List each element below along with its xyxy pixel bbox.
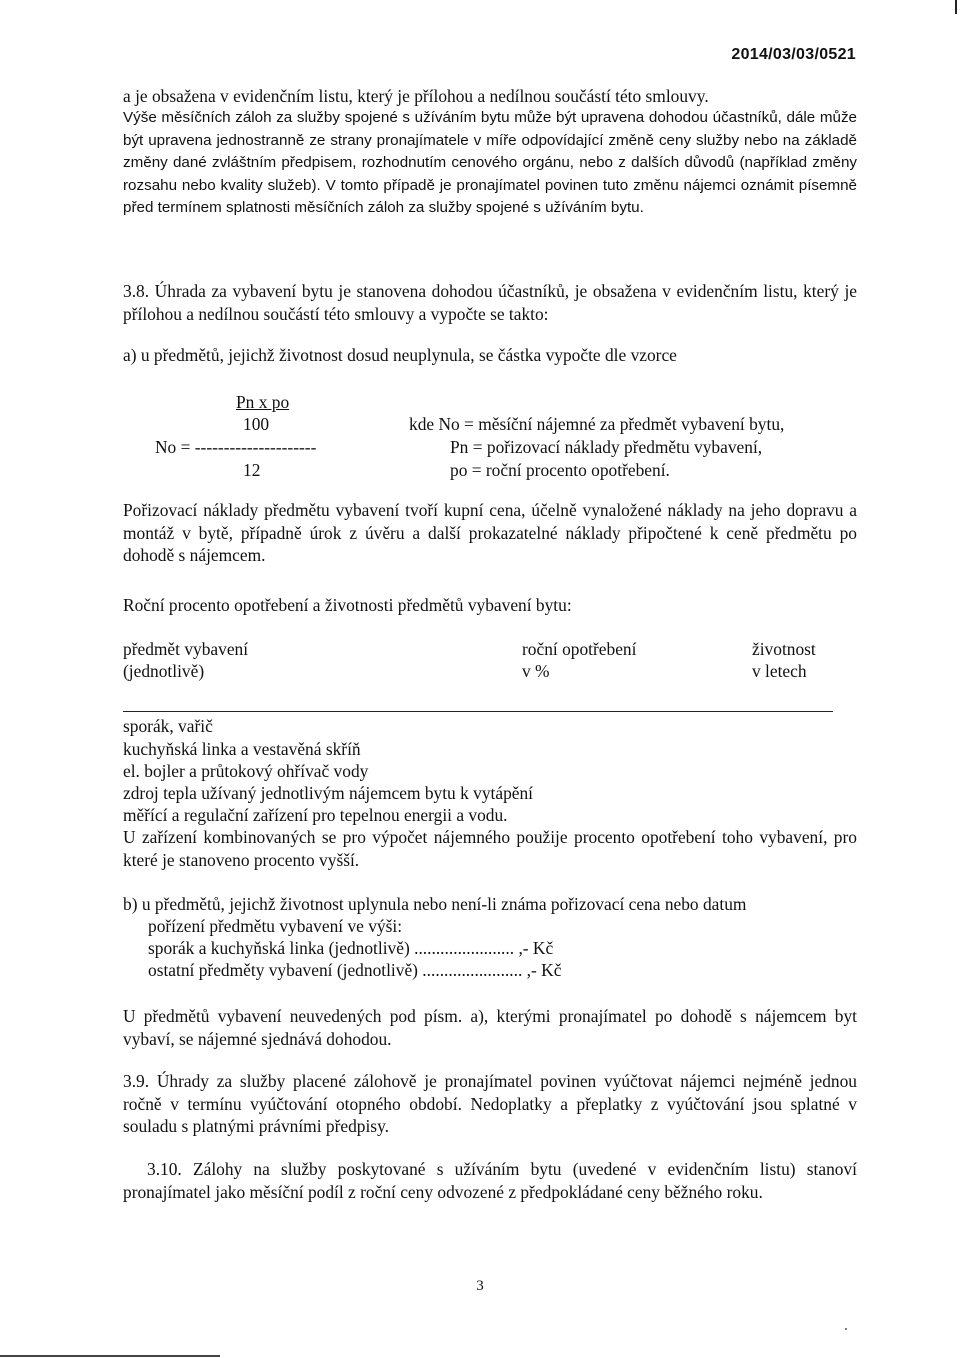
header-depreciation-unit: v %	[522, 661, 550, 681]
header-lifetime-unit: v letech	[752, 661, 807, 681]
item-b-continued: pořízení předmětu vybavení ve výši:	[148, 916, 403, 936]
scan-speck	[845, 1328, 847, 1330]
paragraph-acquisition-cost: Pořizovací náklady předmětu vybavení tvoří kupní cena, účelně vynaložené náklady na jeho dopravu a montáž v bytě, případně úrok z úvěru a další prokazatelné náklady připočtené k ceně předmětu po dohodě s nájemcem.	[123, 500, 857, 566]
page-number: 3	[476, 1278, 484, 1294]
scan-bottom-edge	[0, 1355, 220, 1357]
list-item: kuchyňská linka a vestavěná skříň	[123, 739, 361, 759]
list-item: el. bojler a průtokový ohřívač vody	[123, 761, 369, 781]
paragraph-advances: Výše měsíčních záloh za služby spojené s užíváním bytu může být upravena dohodou účastníků, dále může být upravena jednostranně ze strany pronajímatele v míře odpovídající změně ceny služby nebo na základě změny dané zvláštním předpisem, rozhodnutím cenového orgánu, nebo z dalších důvodů (například změny rozsahu nebo kvality služeb). V tomto případě je pronajímatel povinen tuto změnu nájemci oznámit písemně před termínem splatnosti měsíčních záloh za služby spojené s užíváním bytu.	[123, 109, 857, 217]
formula-hundred: 100	[243, 414, 270, 434]
list-item: sporák, vařič	[123, 716, 213, 736]
table-divider	[123, 711, 833, 712]
paragraph-unlisted: U předmětů vybavení neuvedených pod písm. a), kterými pronajímatel po dohodě s nájemcem byt vybaví, se nájemné sjednává dohodou.	[123, 1006, 857, 1049]
section-3-9: 3.9. Úhrady za služby placené zálohově je pronajímatel povinen vyúčtovat nájemci nejméně jednou ročně v termínu vyúčtování otopného období. Nedoplatky a přeplatky z vyúčtování jsou splatné v souladu s platnými právními předpisy.	[123, 1071, 857, 1137]
section-3-10: 3.10. Zálohy na služby poskytované s užíváním bytu (uvedené v evidenčním listu) stanoví pronajímatel jako měsíční podíl z roční ceny odvozené z předpokládané ceny běžného roku.	[123, 1159, 857, 1202]
section-3-8: 3.8. Úhrada za vybavení bytu je stanovena dohodou účastníků, je obsažena v evidenčním listu, který je přílohou a nedílnou součástí této smlouvy a vypočte se takto:	[123, 281, 857, 324]
table-title: Roční procento opotřebení a životnosti předmětů vybavení bytu:	[123, 595, 572, 615]
formula-definition-no: kde No = měsíční nájemné za předmět vybavení bytu,	[409, 414, 785, 434]
item-a: a) u předmětů, jejichž životnost dosud neuplynula, se částka vypočte dle vzorce	[123, 345, 677, 365]
formula-numerator: Pn x po	[236, 392, 290, 412]
formula-lhs: No = ---------------------	[155, 437, 317, 457]
paragraph-intro: a je obsažena v evidenčním listu, který je přílohou a nedílnou součástí této smlouvy.	[123, 86, 709, 106]
header-item: předmět vybavení	[123, 639, 249, 659]
item-b: b) u předmětů, jejichž životnost uplynula nebo není-li známa pořizovací cena nebo datum	[123, 894, 747, 914]
header-lifetime: životnost	[752, 639, 816, 659]
item-b-row-other: ostatní předměty vybavení (jednotlivě) ....................... ,- Kč	[148, 960, 562, 980]
formula-denominator: 12	[243, 460, 261, 480]
header-item-note: (jednotlivě)	[123, 661, 205, 681]
paragraph-combined: U zařízení kombinovaných se pro výpočet nájemného použije procento opotřebení toho vybavení, pro které je stanoveno procento vyšší.	[123, 827, 857, 870]
formula-definition-po: po = roční procento opotřebení.	[450, 460, 670, 480]
header-depreciation: roční opotřebení	[522, 639, 637, 659]
list-item: zdroj tepla užívaný jednotlivým nájemcem bytu k vytápění	[123, 783, 534, 803]
formula-definition-pn: Pn = pořizovací náklady předmětu vybavení,	[450, 437, 763, 457]
document-id: 2014/03/03/0521	[731, 46, 856, 63]
item-b-row-stove: sporák a kuchyňská linka (jednotlivě) ....................... ,- Kč	[148, 938, 554, 958]
list-item: měřící a regulační zařízení pro tepelnou energii a vodu.	[123, 805, 508, 825]
scan-edge-mark	[955, 0, 957, 14]
